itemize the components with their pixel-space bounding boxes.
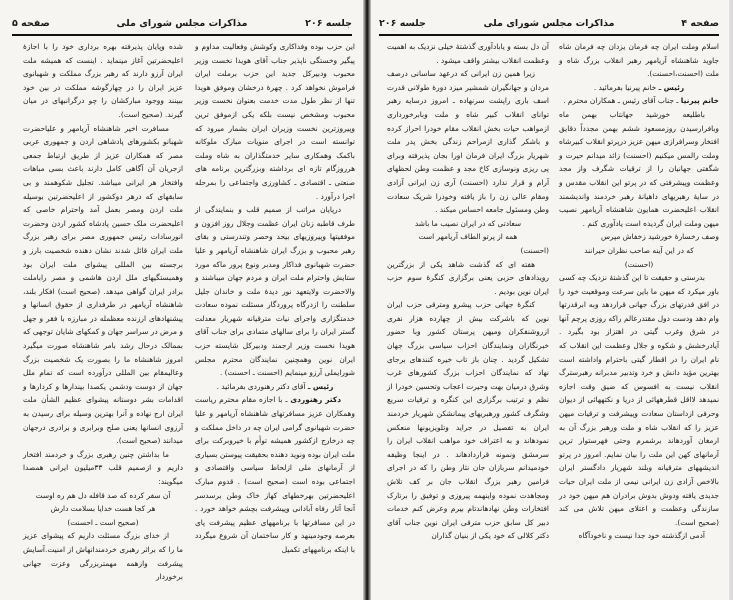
page-number: صفحه ۵ [12,18,50,29]
speaker-name: رئیس ـ [658,82,685,92]
paragraph: این حزب بوده وفداکاری وکوشش وفعالیت مداوم و پیگیر وخستگی ناپذیر جناب آقای هویدا نخست وزیر محبوب ودبیرکل جدید این حزب برملت ایران فراموش نخواهد کرد . چهرهٔ درخشان وموفق هویدا تنها از نظر طول مدت خدمت بعنوان نخست وزیر محبوب ومشخص نیست بلکه یکی ازموفق ترین وپیروزترین نخست وزیران ایران بشمار میرود که توانسته است در اجرای منویات مبارک ملوکانه باکمک وهمکاری سایر خدمتگذاران به شاه وملت هرروزگام تازه ای برداشته وبزرگترین برنامه های صنعتی ـ اقتصادی ـ کشاورزی واجتماعی را بمرحله اجرا درآورد . [195,42,355,201]
paragraph: هفته ای که گذشت شاهد یکی از بزرگترین رویدادهای حزبی یعنی برگزاری کنگرهٔ سوم حزب ایران نوین بودیم . [387,259,549,296]
speaker-name: دکتر رهنوردی [290,395,341,405]
speech-text: ـ با اجازه مقام محترم ریاست وهمکاران عزیز مسافرتهای شاهنشاه آریامهر و علیا حضرت شهبانوی گرامی ایران چه در داخل مملکت و چه درخارج ازکشور همیشه توأم با خیروبرکت برای ملت ایران بوده ونوید دهنده بحقیقت پیوستن بسیاری از آرمانهای ملی ازلحاظ سیاسی واقتصادی و اجتماعی بوده است (صحیح است) . قدوم مبارک اعلیحضرتین بهرخطهای کهاز خاک وطن برسدسر آنجا آثار رفاه آبادانی وپیشرفت بچشم خواهد خورد . در این مسافرتها با برنامههای عظیم پیشرفت پای بعرصه وجودمینهد و کار ساختمان آن شروع میگردد با اینکه برنامههای تکمیل [195,395,355,554]
page-header [379,18,719,32]
speaker-line [559,81,719,95]
verse-line: آن سفر کرده که صد قافله دل هم ره اوست [35,490,171,500]
paragraph: از خدای بزرگ مسئلت داریم که پیشوای عزیز ما را که براثر رهبری خردمندانهاش از امنیت.آسایش پیشرفت وازهمه مهمتربزرگی وعزت جهانی برخوردار [23,531,183,582]
paragraph: اسلام وملت ایران چه فرمان یزدان چه فرمان شاه جاوید شاهنشاه آریامهر رهبر انقلاب بزرگ شاه و ملت (احسنت،احسنت). [559,42,719,79]
applause-note: (احسنت) [520,245,549,255]
paragraph: زیرا همین زن ایرانی که درعهد ساسانی درصف مردان و جهانگیران شمشیر میزد دورهٔ طولانی قدرت اسف باری راپشت سرنهاده ـ امروز درسایه رهبر توانای انقلاب کبیر شاه و ملت وبابرخورداری ازمواهب حیات بخش انقلاب مقام خودرا احراز کرده و باشکر گذاری ازمراحم زندگی بخش پدر ملت شهریار بزرگ ایران فرمان اورا بجان پذیرفته وبرای پی ریزی ونوسازی کاخ مجد و عظمت وطن لحظهای آرام و قرار ندارد (احسنت) آری زن ایرانی آزادی ومقام عالی زن را باز یافته وخودرا شریک سعادت وطن ومسئول جامعه احساس میکند . [387,69,549,215]
paragraph: باطلیعه خورشید جهانتاب بهمن ماه وبافرارسیدن روزمسعود ششم بهمن مجدداً دقایق افتخار وسرافرازی میهن عزیز درپرتو انقلاب کبیرشاه وملت رالمس میکنیم (احسنت) زائد میدانم حیرت و شگفتی جهانیان را از ترقیات شگرف واز مجد وعظمت وپیشرفتی که در پرتو این انقلاب مقدس و در سایهٔ رهبریهای داهیانهٔ رهبر خردمند واندیشمند انقلاب اعلیحضرت همایون شاهنشاه آریامهر نصیب میهن وملت ایران گردیده است یادآوری کنم . [559,109,719,228]
page-header [12,18,352,32]
paragraph: کنگرهٔ جهانی حزب پیشرو ومترقی حزب ایران نوین که باشرکت بیش از چهارده هزار نفری ازروشنفکران ومیهن پرستان کشور وبا حضور خبرنگاران ونمایندگان احزاب سیاسی بزرگ جهان تشکیل گردید . چنان باز تاب خیره کنندهای برجای نهاد که نمایندگان احزاب بزرگ کشورهای غرب وشرق درمیان بهت وحیرت اعجاب وتحسین خودرا از نظم و ترتیب برگزاری این کنگره و ترقیات سریع وشگرف کشور ورهبریهای پیمانشکن شهریار خردمند ایران به تفصیل در جراید وتلویزیونها منعکس نمودهاند و به اعتراف خود مواهب انقلاب ایران را سرمشق ونمونه قراردادهاند . در اینجا وظیفه خودمیدانم سربازان جان نثار وطن را که در اجرای فرامین رهبر بزرگ انقلاب جان بر کف تلاش ومجاهدت نموده واینهمه پیروزی و توفیق را برتارک افتخارات وطن نهادهاندتام بیرم وعرض کنم خدمات دبیر کل سابق حزب مترقی ایران نوین جناب آقای دکتر کلالی که خود یکی از بنیان گذاران [387,300,549,541]
proceedings-title: مذاکرات مجلس شورای ملی [483,18,615,29]
paragraph: آن دل بسته و یابادآوری گذشتهٔ خیلی نزدیک به اهمیت وعظمت انقلاب بیشتر واقف میشود . [387,42,549,65]
paragraph: بدرستی و حقیقت تا این گذشتهٔ نزدیک چه کسی باور میکرد که میهن ما باین سرعت وموقعیت خود را در افق قدرتهای بزرگ جهانی قراردهد وبه ابرقدرتها وام دهد ودست دول مقتدرعالم راکه روزی پرچم آنها در شرق وغرب گیتی در اهتزاز بود بگیرد . آیادرخشش و شکوه و جلال وعظمت این انقلاب که نام ایران را در اقطار گیتی باحترام واداشته است بهترین مؤید دانش و خرد وتدبیر مدبرانه رهبرسترگ انقلاب نیست به افسوس که ضیق وقت اجازه نمیدهد لااقل قطرههائی از دریا و نکتههائی از دیوان وحرفی ازداستان سعادت وپیشرفت و ترقیات میهن عزیز را که انقلاب شاه و ملت ورهبر بزرگ آن به ارمغان آوردهاند برشمرم وحتی فهرستوار ترین آرمانهای کهن این ملت را بیان نمایم. امروز در پرتو اندیشههای مترقیانه وبلند شهریار دادگستر ایران بالاخص آزادی زن ایرانی نیمی از ملت ایران حیات جدیدی یافته ودوش بدوش برادران هم میهن خود در سازندگی وعظمت و اعتلای میهن تلاش می کند (صحیح است). [559,273,719,527]
page-number: صفحه ۴ [681,18,719,29]
verse-line: سعادتی که در ایران نصیب ما باشد [414,218,522,228]
page-4 [367,0,733,600]
speech-paragraph [195,393,355,556]
session-label: جلسه ۲۰۶ [379,18,426,29]
header-rule [379,34,719,36]
verse-line: همه از پرتو الطاف آریامهر است [418,232,518,242]
header-rule [12,34,352,36]
text-column-left [23,40,183,584]
session-label: جلسه ۲۰۶ [305,18,352,29]
text-column-left [387,40,549,543]
book-gutter [363,0,371,600]
speech-paragraph [559,94,719,108]
paragraph: شده وپایان پذیرفته بهره برداری خود را با اجازهٔ اعلیحضرتین آغاز مینماید . اینست که همیشه ملت ایران آرزو دارند که رهبر بزرگ مملکت و شهبانوی عزیز ایران را در چهارگوشه مملکت در بین خود ببینند ووجود مبارکشان را چو درگرانبهای در میان گیرند. (صحیح است). [23,42,183,119]
text-column-right [195,40,355,557]
speaker-name: خانم پیرنیا [680,96,719,106]
paragraph: مسافرت اخیر شاهنشاه آریامهر و علیاحضرت شهبانو بکشورهای پادشاهی اردن و جمهوری عربی مصر که همکاران عزیز از طریق ارتباط جمعی ازجریان آن آگاهی کامل دارند باعث بسی مباهات وافتخار هر ایرانی میباشد. تجلیل شکوهمند و بی سابقهای که درهر دوکشور از اعلیحضرتین بوسیله ملت اردن ومصر بعمل آمد واحترام خاصی که اعلیحضرت ملک حسین پادشاه کشور اردن وحضرت انورسادات رئیس جمهوری مصر برای رهبر بزرگ ملت ایران قائل شدند نشان دهنده شخصیت بارز و برجسته بین المللی پیشوای ملت ایران بود وهمبستگیهای ملل اردن هاشمی و مصر راباملت برادر ایران گواهی میدهد. (صحیح است) افکار بلند، شاهنشاه آریامهر در طرفداری از حقوق انسانها و پیشنهادهای ارزنده معظمله در مبارزه با فقر و جهل و مرض در سراسر جهان و کمکهای شایان توجهی که بممالک درحال رشد بامر شاهنشاه صورت میگیرد امروز شاهنشاه ما را بصورت یک شخصیت بزرگ وعالیمقام بین المللی درآورده است که تمام ملل جهان از دوست ودشمن یکصدا بپندارها و کردارها و اقدامات بشر دوستانه پیشوای عظیم الشأن ملت ایران ارج نهاده و آنرا بهترین وسیله برای رسیدن به آرزوی انسانها یعنی صلح وبرابری و برادری درجهان میدانند (صحیح است). [23,123,183,446]
proceedings-title: مذاکرات مجلس شورای ملی [116,18,248,29]
speech-text: ـ جناب آقای رئیس ـ همکاران محترم . [563,96,679,106]
speaker-text: آقای دکتر رهنوردی بفرمائید . [216,381,306,391]
applause-note: (صحیح است ـ احسنت) [67,517,139,527]
verse-line: که در این آینه صاحب نظران حیرانند [584,245,694,255]
verse-line: هر کجا هست خدایا بسلامت دارش [50,504,156,514]
paragraph: درپایان مراتب از صمیم قلب و بنمایندگی از طرف قاطبه زنان ایران عظمت وجلال روز افزون و موفقیتها وپیروزیهای بیحد وحصر وتندرستی و بقای رهبر محبوب و بزرگ ایران شاهنشاه آریامهر و علیا حضرت شهبانوی فداکار ومدبر ونوع پرور ماکه مورد ستایش واحترام ملت ایران و مردم جهان میباشند و والاحضرت ولایتعهد نور دیدهٔ ملت و خاندان جلیل سلطنت را ازدرگاه پروردگار مسئلت نموده سعادت خدمتگزاری واجرای نیات مترقیانه شهریار معدلت گستر ایران را برای سالهای متمادی برای جناب آقای هویدا نخست وزیر ارجمند ودبیرکل شایسته حزب ایران نوین وهمچنین نمایندگان محترم مجلس شورایملی آرزو مینمایم (احسنت ـ احسنت) . [195,205,355,378]
applause-note: (احسنت) [624,259,654,269]
verse-line: وصف رخسارهٔ خورشید زخفاش مپرس [600,232,719,242]
paragraph: آدمی ازگذشته خود جدا نیست و ناخودآگاه [578,531,705,541]
speaker-text: خانم پیرنیا بفرمائید . [593,82,657,92]
paragraph: ما بداشتن چنین رهبری بزرگ و خردمند افتخار داریم و ازصمیم قلب ۳۳میلیون ایرانی همصدا میگویند: [23,449,183,486]
text-column-right [559,40,719,543]
speaker-name: رئیس ـ [307,381,334,391]
page-edge [729,0,733,600]
speaker-line [195,380,355,394]
